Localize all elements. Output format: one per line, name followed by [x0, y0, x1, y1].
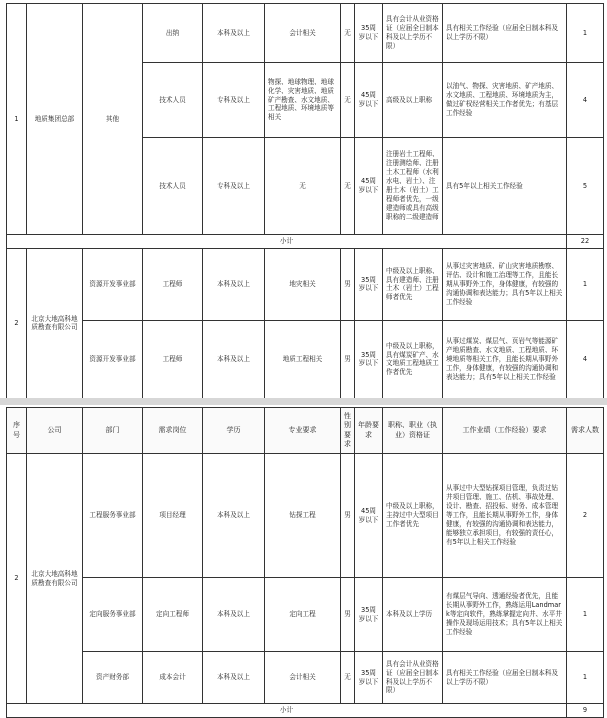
count-cell: 1 [567, 578, 604, 652]
experience-cell: 从事过中大型钻探项目管理，负责过钻井项目管理、施工、估机、事故处理、设计、勘查、招投标、财务、成本管理等工作，且能长期从事野外工作，身体健康，有较强的沟通协调和表达能力，能够独立承担项目，有较强的责任心，有5年以上相关工作经验 [443, 454, 567, 578]
position-cell: 技术人员 [143, 138, 203, 235]
age-cell: 45周岁以下 [355, 63, 383, 138]
major-cell: 地灾相关 [265, 248, 341, 320]
count-cell: 4 [567, 320, 604, 398]
header-education: 学历 [203, 408, 265, 454]
position-cell: 技术人员 [143, 63, 203, 138]
gender-cell: 男 [341, 454, 355, 578]
gender-cell: 男 [341, 248, 355, 320]
title-cell: 具有会计从业资格证（应届全日制本科及以上学历不限） [383, 652, 443, 704]
gender-cell: 无 [341, 652, 355, 704]
title-cell: 本科及以上学历 [383, 578, 443, 652]
major-cell: 会计相关 [265, 652, 341, 704]
education-cell: 本科及以上 [203, 4, 265, 63]
table-row [7, 4, 604, 63]
header-seq: 序号 [7, 408, 27, 454]
experience-cell: 从事过灾害地质、矿山灾害地质勘察、评估、设计和施工治理等工作，且能长期从事野外工作，身体健康，有较强的沟通协调和表达能力；具有5年以上相关工作经验 [443, 248, 567, 320]
age-cell: 35周岁以下 [355, 578, 383, 652]
company-cell: 北京大地高科地质勘查有限公司 [27, 454, 83, 704]
gender-cell: 无 [341, 138, 355, 235]
dept-cell: 资源开发事业部 [83, 320, 143, 398]
age-cell: 35周岁以下 [355, 652, 383, 704]
age-cell: 45周岁以下 [355, 138, 383, 235]
major-cell: 无 [265, 138, 341, 235]
dept-cell: 工程服务事业部 [83, 454, 143, 578]
table-row [7, 454, 604, 578]
count-cell: 2 [567, 454, 604, 578]
table-row [7, 320, 604, 398]
count-cell: 5 [567, 138, 604, 235]
age-cell: 35周岁以下 [355, 4, 383, 63]
subtotal-value: 22 [567, 235, 604, 249]
title-cell: 中级及以上职称，主持过中大型项目工作者优先 [383, 454, 443, 578]
education-cell: 专科及以上 [203, 138, 265, 235]
title-cell: 中级及以上职称，具有煤炭矿产、水文地质工程地质工作者优先 [383, 320, 443, 398]
title-cell: 注册岩土工程师、注册测绘师、注册土木工程师（水利水电、岩土）、注册土木（岩土）工程师者优先，一级建造师或具有高级职称的二级建造师 [383, 138, 443, 235]
subtotal-label: 小计 [7, 235, 567, 249]
dept-cell: 资源开发事业部 [83, 248, 143, 320]
position-cell: 出纳 [143, 4, 203, 63]
subtotal-value: 9 [567, 704, 604, 718]
age-cell: 35周岁以下 [355, 320, 383, 398]
experience-cell: 以油气、物探、灾害地质、矿产地质、水文地质、工程地质、环境地质为主，做过矿权经营相关工作者优先；有基层工作经验 [443, 63, 567, 138]
title-cell: 具有会计从业资格证（应届全日制本科及以上学历不限） [383, 4, 443, 63]
education-cell: 本科及以上 [203, 320, 265, 398]
gender-cell: 男 [341, 578, 355, 652]
age-cell: 35周岁以下 [355, 248, 383, 320]
header-position: 需求岗位 [143, 408, 203, 454]
count-cell: 1 [567, 248, 604, 320]
major-cell: 定向工程 [265, 578, 341, 652]
header-count: 需求人数 [567, 408, 604, 454]
experience-cell: 从事过煤炭、煤层气、页岩气等能源矿产地质勘查、水文地质、工程地质、环境地质等相关工作，且能长期从事野外工作，身体健康，有较强的沟通协调和表达能力；具有5年以上相关工作经验 [443, 320, 567, 398]
header-row [7, 408, 604, 454]
major-cell: 地质工程相关 [265, 320, 341, 398]
position-cell: 工程师 [143, 320, 203, 398]
age-cell: 45周岁以下 [355, 454, 383, 578]
title-cell: 高级及以上职称 [383, 63, 443, 138]
table-row [7, 652, 604, 704]
experience-cell: 具有相关工作经验（应届全日制本科及以上学历不限） [443, 652, 567, 704]
subtotal-row [7, 235, 604, 249]
position-cell: 定向工程师 [143, 578, 203, 652]
position-cell: 成本会计 [143, 652, 203, 704]
experience-cell: 具有相关工作经验（应届全日制本科及以上学历不限） [443, 4, 567, 63]
dept-cell: 资产财务部 [83, 652, 143, 704]
experience-cell: 有煤层气导向、透通经验者优先，且能长期从事野外工作，熟练运用Landmark等定向软件，熟练掌握定向井、水平井操作及现场运用技术；具有5年以上相关工作经验 [443, 578, 567, 652]
position-cell: 项目经理 [143, 454, 203, 578]
count-cell: 4 [567, 63, 604, 138]
header-age: 年龄要求 [355, 408, 383, 454]
gender-cell: 无 [341, 4, 355, 63]
education-cell: 本科及以上 [203, 652, 265, 704]
top-table [6, 3, 604, 399]
subtotal-label: 小计 [7, 704, 567, 718]
major-cell: 物探、地球物理、地球化学、灾害地质、地质矿产勘查、水文地质、工程地质、环境地质等相关 [265, 63, 341, 138]
count-cell: 1 [567, 4, 604, 63]
seq-cell: 2 [7, 454, 27, 704]
table-row [7, 578, 604, 652]
education-cell: 本科及以上 [203, 248, 265, 320]
education-cell: 本科及以上 [203, 578, 265, 652]
header-major: 专业要求 [265, 408, 341, 454]
header-dept: 部门 [83, 408, 143, 454]
header-gender: 性别要求 [341, 408, 355, 454]
dept-cell: 定向服务事业部 [83, 578, 143, 652]
major-cell: 钻探工程 [265, 454, 341, 578]
bottom-table [6, 407, 604, 718]
education-cell: 本科及以上 [203, 454, 265, 578]
company-cell: 北京大地高科地质勘查有限公司 [27, 248, 83, 398]
header-experience: 工作业绩（工作经验）要求 [443, 408, 567, 454]
gender-cell: 无 [341, 63, 355, 138]
major-cell: 会计相关 [265, 4, 341, 63]
page-separator [0, 398, 607, 405]
education-cell: 专科及以上 [203, 63, 265, 138]
table-row [7, 248, 604, 320]
company-cell: 地质集团总部 [27, 4, 83, 235]
position-cell: 工程师 [143, 248, 203, 320]
header-title: 职称、职业（执业）资格证 [383, 408, 443, 454]
count-cell: 1 [567, 652, 604, 704]
title-cell: 中级及以上职称、具有建造师、注册土木（岩土）工程师者优先 [383, 248, 443, 320]
dept-cell: 其他 [83, 4, 143, 235]
seq-cell: 2 [7, 248, 27, 398]
gender-cell: 男 [341, 320, 355, 398]
seq-cell: 1 [7, 4, 27, 235]
subtotal-row [7, 704, 604, 718]
experience-cell: 具有5年以上相关工作经验 [443, 138, 567, 235]
header-company: 公司 [27, 408, 83, 454]
